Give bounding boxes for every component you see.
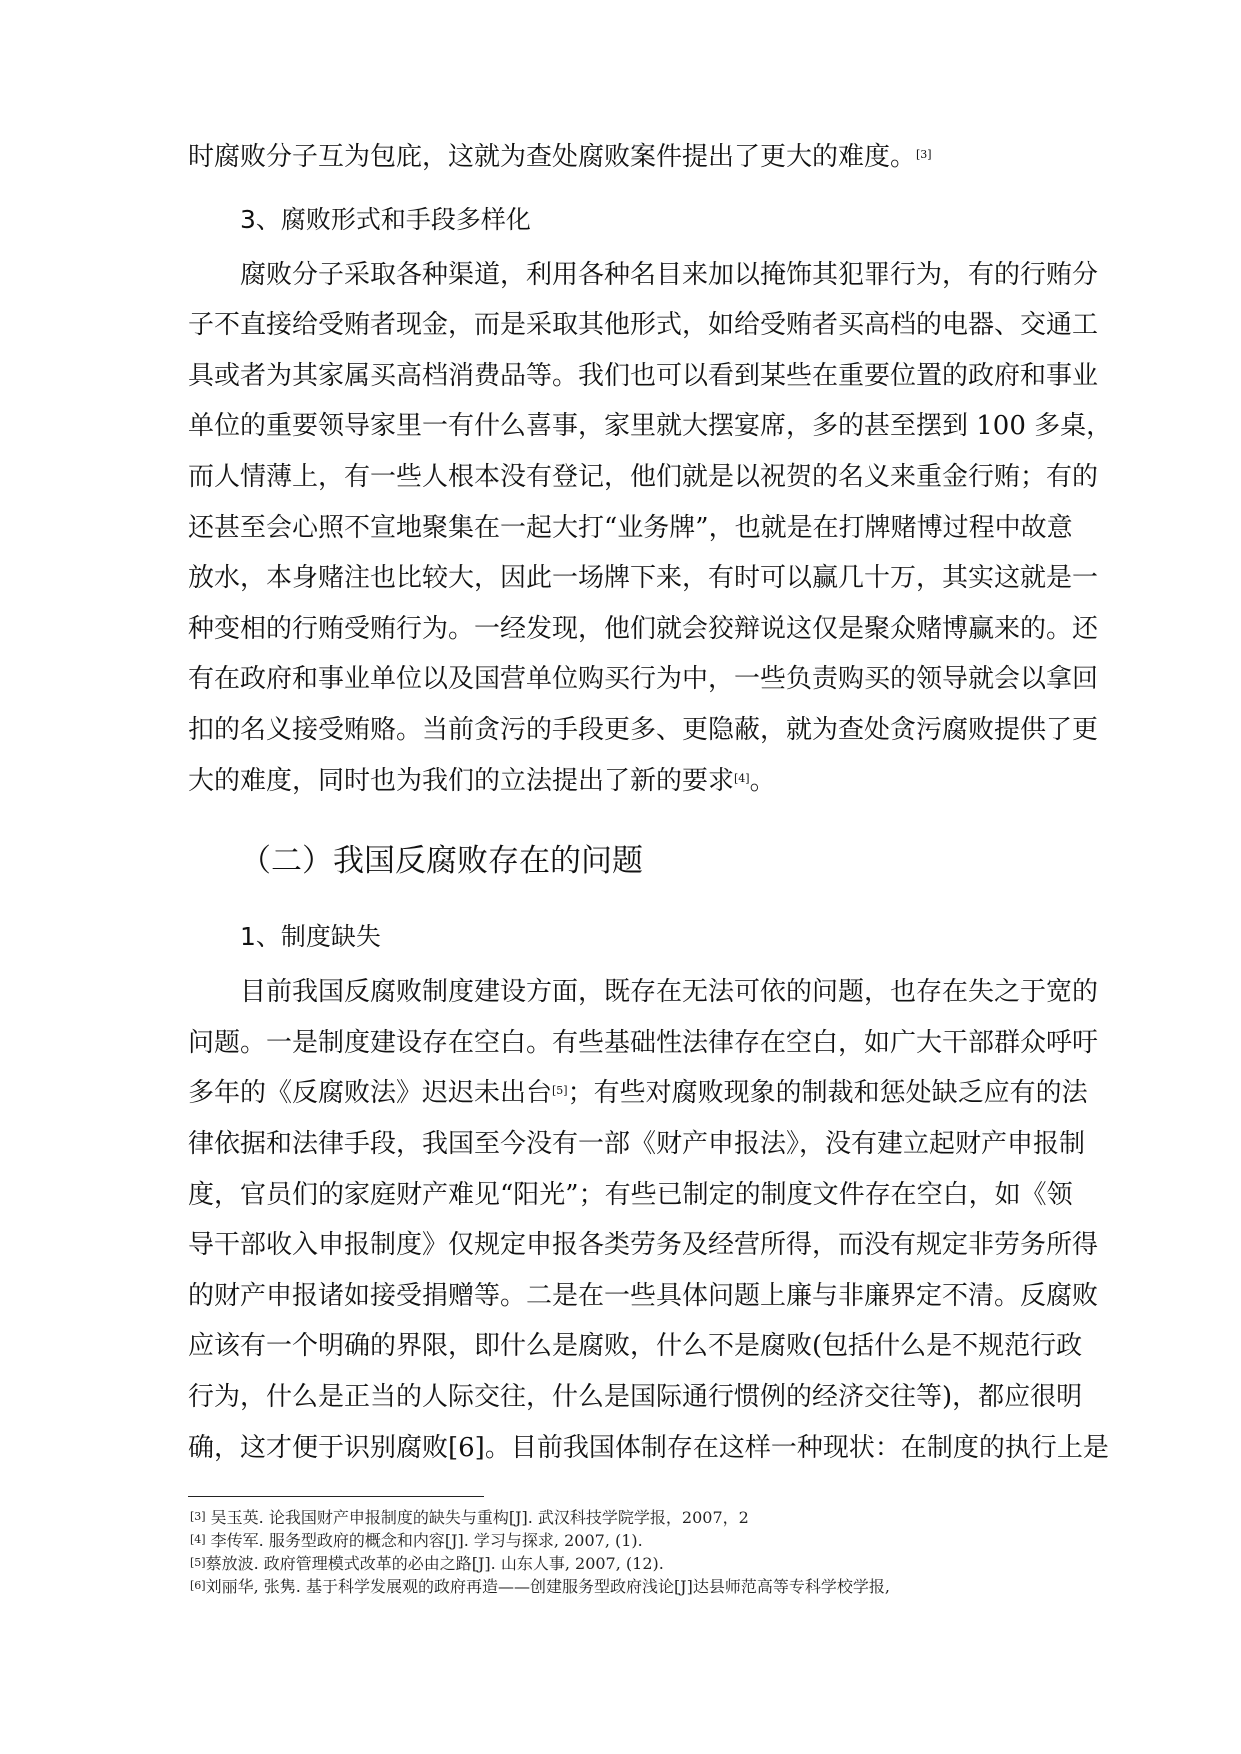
paragraph-line: 还甚至会心照不宣地聚集在一起大打“业务牌”，也就是在打牌赌博过程中故意 [188, 513, 1073, 543]
footnote-text: 李传军. 服务型政府的概念和内容[J]. 学习与探求, 2007, (1). [205, 1531, 643, 1550]
paragraph-line: 子不直接给受贿者现金，而是采取其他形式，如给受贿者买高档的电器、交通工 [188, 310, 1099, 340]
footnote-3 [190, 1507, 749, 1529]
footnote-mark: [4] [190, 1533, 206, 1546]
footnote-mark: [6] [190, 1579, 206, 1592]
paragraph-line: 种变相的行贿受贿行为。一经发现，他们就会狡辩说这仅是聚众赌博赢来的。还 [188, 614, 1099, 644]
footnote-text: 吴玉英. 论我国财产申报制度的缺失与重构[J]. 武汉科技学院学报，2007，2 [205, 1508, 749, 1527]
paragraph-text: 。 [749, 766, 776, 796]
paragraph-line: 问题。一是制度建设存在空白。有些基础性法律存在空白，如广大干部群众呼吁 [188, 1028, 1099, 1058]
footnote-text: 蔡放波. 政府管理模式改革的必由之路[J]. 山东人事, 2007, (12). [205, 1554, 664, 1573]
section-heading: （二）我国反腐败存在的问题 [240, 843, 643, 879]
paragraph-line: 律依据和法律手段，我国至今没有一部《财产申报法》，没有建立起财产申报制 [188, 1129, 1086, 1159]
footnote-4 [190, 1530, 643, 1552]
footnote-text: 刘丽华, 张隽. 基于科学发展观的政府再造——创建服务型政府浅论[J]达县师范高等专科学校学报, [205, 1577, 890, 1596]
footnote-mark: [5] [190, 1556, 206, 1569]
paragraph-line: 度，官员们的家庭财产难见“阳光”；有些已制定的制度文件存在空白，如《领 [188, 1180, 1073, 1210]
paragraph-line [188, 1075, 1088, 1111]
paragraph-line: 而人情薄上，有一些人根本没有登记，他们就是以祝贺的名义来重金行贿；有的 [188, 462, 1099, 492]
paragraph-line: 目前我国反腐败制度建设方面，既存在无法可依的问题，也存在失之于宽的 [240, 977, 1099, 1007]
footnote-6 [190, 1576, 890, 1598]
paragraph-last-line [188, 763, 1058, 799]
footnote-separator [188, 1496, 484, 1497]
paragraph-line: 的财产申报诸如接受捐赠等。二是在一些具体问题上廉与非廉界定不清。反腐败 [188, 1281, 1099, 1311]
paragraph-text: 大的难度，同时也为我们的立法提出了新的要求 [188, 766, 735, 796]
subsection-heading-1: 1、制度缺失 [240, 922, 381, 951]
paragraph-text: 多年的《反腐败法》迟迟未出台 [188, 1078, 553, 1108]
footnote-mark: [3] [190, 1510, 206, 1523]
paragraph-line: 导干部收入申报制度》仅规定申报各类劳务及经营所得，而没有规定非劳务所得 [188, 1230, 1099, 1260]
paragraph-line: 单位的重要领导家里一有什么喜事，家里就大摆宴席，多的甚至摆到 100 多桌， [188, 411, 1113, 441]
paragraph-line: 腐败分子采取各种渠道，利用各种名目来加以掩饰其犯罪行为，有的行贿分 [240, 260, 1099, 290]
paragraph-line: 行为，什么是正当的人际交往，什么是国际通行惯例的经济交往等)，都应很明 [188, 1382, 1083, 1412]
paragraph-line: 确，这才便于识别腐败[6]。目前我国体制存在这样一种现状：在制度的执行上是 [188, 1433, 1109, 1463]
subsection-heading-3: 3、腐败形式和手段多样化 [240, 205, 531, 234]
paragraph-line: 有在政府和事业单位以及国营单位购买行为中，一些负责购买的领导就会以拿回 [188, 664, 1099, 694]
citation-ref: [3] [916, 148, 932, 161]
continuation-line [188, 139, 1058, 175]
citation-ref: [4] [734, 772, 750, 785]
paragraph-line: 应该有一个明确的界限，即什么是腐败，什么不是腐败(包括什么是不规范行政 [188, 1331, 1083, 1361]
paragraph-line: 放水，本身赌注也比较大，因此一场牌下来，有时可以赢几十万，其实这就是一 [188, 563, 1099, 593]
paragraph-text: ；有些对腐败现象的制裁和惩处缺乏应有的法 [567, 1078, 1088, 1108]
citation-ref: [5] [552, 1084, 568, 1097]
footnote-5 [190, 1553, 664, 1575]
paragraph-line: 扣的名义接受贿赂。当前贪污的手段更多、更隐蔽，就为查处贪污腐败提供了更 [188, 715, 1099, 745]
continuation-text: 时腐败分子互为包庇，这就为查处腐败案件提出了更大的难度。 [188, 142, 917, 172]
paragraph-line: 具或者为其家属买高档消费品等。我们也可以看到某些在重要位置的政府和事业 [188, 361, 1099, 391]
